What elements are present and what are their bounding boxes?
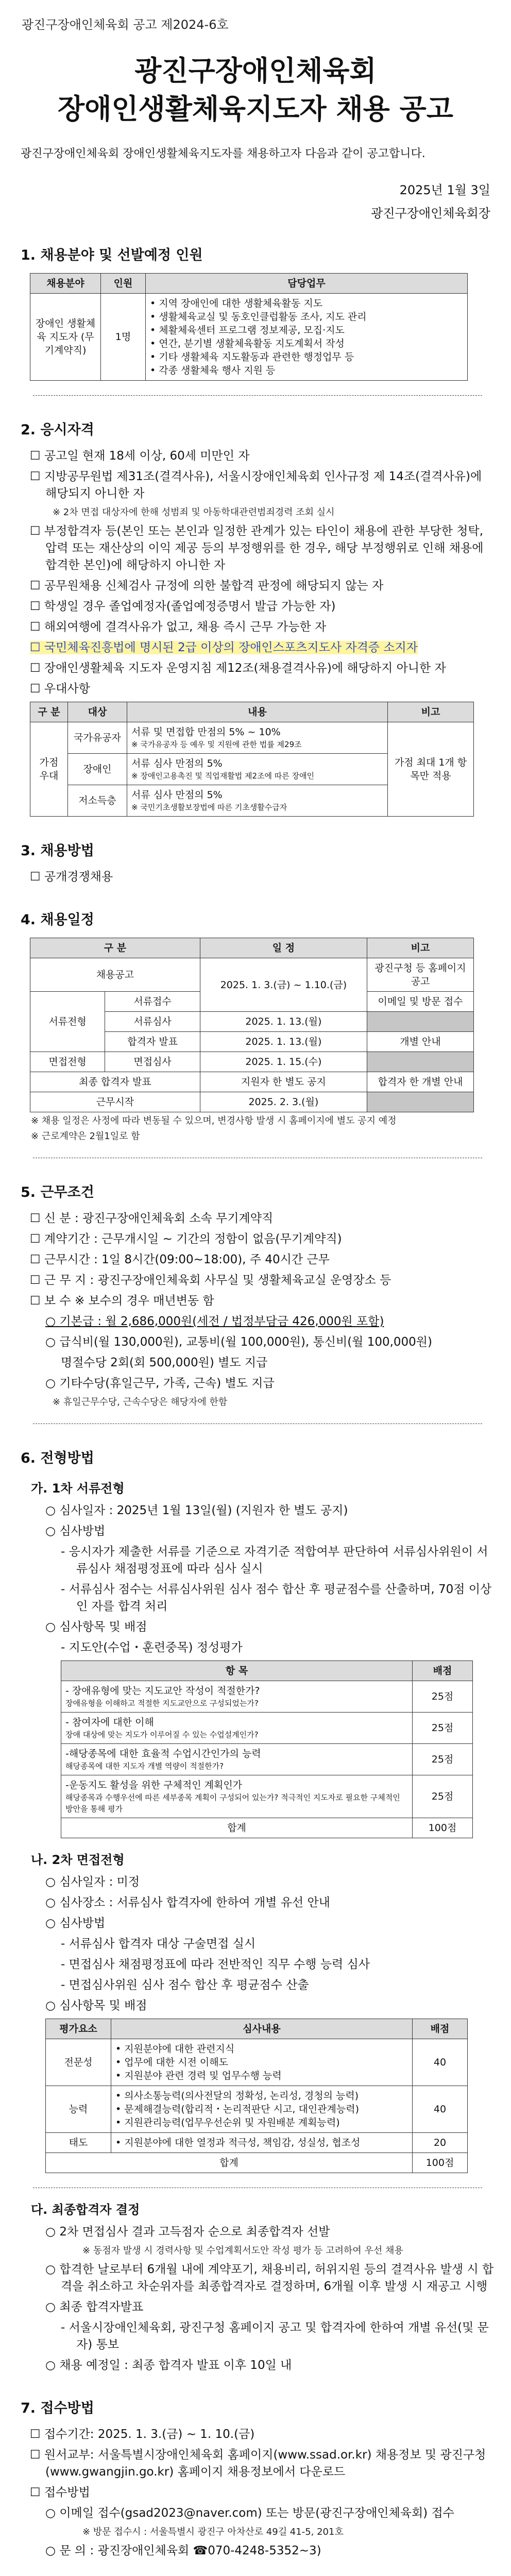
factor-line: • 의사소통능력(의사전달의 정확성, 논리성, 경청의 능력) <box>115 2090 359 2102</box>
method-item: ☐ 공개경쟁채용 <box>30 870 113 884</box>
section-7-title: 7. 접수방법 <box>21 2400 94 2416</box>
pref-target: 장애인 <box>68 754 127 785</box>
schedule-substage: 서류접수 <box>105 992 200 1012</box>
schedule-stage: 근무시작 <box>30 1092 200 1112</box>
score-total-label: 합계 <box>61 1818 413 1838</box>
pref-content-sub: ※ 장애인고용촉진 및 직업재활법 제2조에 따른 장애인 <box>131 771 315 781</box>
duty-item: • 생활체육교실 및 동호인클럽활동 조사, 지도 관리 <box>150 311 367 323</box>
divider <box>33 395 482 396</box>
pref-content-main: 서류 심사 만점의 5% <box>131 758 223 769</box>
eligibility-item: ☐ 지방공무원법 제31조(결격사유), 서울시장애인체육회 인사규정 제 14조(결격사유)에 해당되지 아니한 자 <box>30 470 482 500</box>
pref-content-sub: ※ 국민기초생활보장법에 따른 기초생활수급자 <box>131 803 287 812</box>
schedule-note-empty <box>367 1092 474 1112</box>
apply-item: ☐ 원서교부: 서울특별시장애인체육회 홈페이지(www.ssad.or.kr) 채용정보 및 광진구청(www.gwangjin.go.kr) 홈페이지 채용정보에서 다운로드 <box>30 2448 486 2479</box>
pay-item: 명절수당 2회(회 500,000원) 별도 지급 <box>61 1356 268 1369</box>
apply-item: ○ 이메일 접수(gsad2023@naver.com) 또는 방문(광진구장애인체육회) 접수 <box>45 2506 454 2520</box>
duty-item: • 기타 생활체육 지도활동과 관련한 행정업무 등 <box>150 351 354 363</box>
th-target: 대상 <box>68 702 127 722</box>
pref-content-sub: ※ 국가유공자 등 예우 및 지원에 관한 법률 제29조 <box>131 740 302 749</box>
eligibility-item: ☐ 공무원채용 신체검사 규정에 의한 불합격 판정에 해당되지 않는 자 <box>30 579 384 592</box>
factor-content <box>111 2039 413 2086</box>
th-stage: 구 분 <box>30 938 200 958</box>
factor-line: • 지원분야에 대한 열정과 적극성, 책임감, 성실성, 협조성 <box>115 2137 361 2148</box>
stage-1-item: - 응시자가 제출한 서류를 기준으로 자격기준 적합여부 판단하여 서류심사위원이 서류심사 채점평정표에 따라 심사 실시 <box>61 1545 488 1575</box>
final-item: ○ 합격한 날로부터 6개월 내에 계약포기, 채용비리, 허위지원 등의 결격사유 발생 시 합격을 취소하고 차순위자를 최종합격자로 결정하며, 6개월 이후 발생 시 재공고 시행 <box>45 2263 494 2293</box>
factor-name: 전문성 <box>46 2039 111 2086</box>
schedule-substage: 면접심사 <box>105 1052 200 1072</box>
stage-1-item: ○ 심사일자 : 2025년 1월 13일(월) (지원자 한 별도 공지) <box>45 1504 348 1517</box>
th-field: 채용분야 <box>30 274 101 294</box>
schedule-note: 이메일 및 방문 접수 <box>367 992 474 1012</box>
pref-content <box>127 722 388 754</box>
apply-item: ☐ 접수방법 <box>30 2486 90 2499</box>
th-item: 항 목 <box>61 1661 413 1681</box>
schedule-note: 광진구청 등 홈페이지 공고 <box>367 958 474 992</box>
eligibility-item: ☐ 학생일 경우 졸업예정자(졸업예정증명서 발급 가능한 자) <box>30 600 336 613</box>
section-2-title: 2. 응시자격 <box>21 422 94 438</box>
eligibility-item: ☐ 우대사항 <box>30 682 90 696</box>
stage-2-item: ○ 심사일자 : 미정 <box>45 1875 140 1889</box>
title-org: 광진구장애인체육회 <box>134 55 377 87</box>
factor-total-label: 합계 <box>46 2153 413 2173</box>
intro-text: 광진구장애인체육회 장애인생활체육지도자를 채용하고자 다음과 같이 공고합니다. <box>21 147 425 160</box>
score-item-sub: 장애 대상에 맞는 지도가 이루어질 수 있는 수업설계인가? <box>65 1730 259 1739</box>
stage-2-item: ○ 심사장소 : 서류심사 합격자에 한하여 개별 유선 안내 <box>45 1896 330 1909</box>
pref-group: 가점 우대 <box>30 722 68 817</box>
recruit-table <box>30 273 468 381</box>
score-item-main: - 참여자에 대한 이해 <box>65 1717 154 1728</box>
final-item: ○ 최종 합격자발표 <box>45 2300 144 2314</box>
announcement-number: 광진구장애인체육회 공고 제2024-6호 <box>22 18 229 32</box>
section-6-title: 6. 전형방법 <box>21 1450 94 1466</box>
apply-item: ○ 문 의 : 광진장애인체육회 ☎070-4248-5352~3) <box>45 2544 321 2557</box>
schedule-stage: 최종 합격자 발표 <box>30 1072 200 1092</box>
schedule-substage: 서류심사 <box>105 1012 200 1032</box>
pay-note: ※ 휴일근무수당, 근속수당은 해당자에 한함 <box>53 1397 228 1408</box>
eligibility-highlight <box>15 639 496 656</box>
preference-table <box>30 702 474 817</box>
stage-1-title: 가. 1차 서류전형 <box>31 1481 125 1496</box>
score-item-main: - 장애유형에 맞는 지도교안 작성이 적절한가? <box>65 1685 260 1697</box>
th-score: 배점 <box>413 1661 473 1681</box>
th-remark: 비고 <box>388 702 474 722</box>
stage-2-item: - 면접심사 채점평정표에 따라 전반적인 직무 수행 능력 심사 <box>61 1958 370 1971</box>
score-item-sub: 장애유형을 이해하고 적절한 지도교안으로 구성되었는가? <box>65 1699 259 1708</box>
factor-name: 능력 <box>46 2086 111 2133</box>
th-score: 배점 <box>413 2019 468 2039</box>
condition-item: ☐ 보 수 ※ 보수의 경우 매년변동 함 <box>30 1294 214 1308</box>
stage-3-title: 다. 최종합격자 결정 <box>31 2202 140 2217</box>
schedule-note-text: ※ 근로계약은 2월1일로 함 <box>31 1131 140 1142</box>
duty-item: • 지역 장애인에 대한 생활체육활동 지도 <box>150 298 323 309</box>
condition-item: ☐ 근무시간 : 1일 8시간(09:00~18:00), 주 40시간 근무 <box>30 1253 330 1266</box>
schedule-note-empty <box>367 1012 474 1032</box>
score-value: 25점 <box>413 1681 473 1713</box>
apply-note: ※ 방문 접수시 : 서울특별시 광진구 아차산로 49길 41-5, 201호 <box>82 2527 344 2537</box>
pref-content <box>127 754 388 785</box>
pay-item: ○ 급식비(월 130,000원), 교통비(월 100,000원), 통신비(월 100,000원) <box>45 1335 432 1349</box>
th-duties: 담당업무 <box>146 274 468 294</box>
schedule-stage: 서류전형 <box>30 992 105 1052</box>
factor-total-value: 100점 <box>413 2153 468 2173</box>
eligibility-item: ☐ 해외여행에 결격사유가 없고, 채용 즉시 근무 가능한 자 <box>30 620 327 634</box>
duty-item: • 각종 생활체육 행사 지원 등 <box>150 365 276 376</box>
pref-target: 국가유공자 <box>68 722 127 754</box>
th-content: 심사내용 <box>111 2019 413 2039</box>
pref-content-main: 서류 및 면접합 만점의 5% ~ 10% <box>131 726 281 738</box>
final-item: ○ 채용 예정일 : 최종 합격자 발표 이후 10일 내 <box>45 2359 292 2372</box>
pay-item <box>15 1313 496 1330</box>
final-item: - 서울시장애인체육회, 광진구청 홈페이지 공고 및 합격자에 한하여 개별 유선(및 문자) 통보 <box>61 2321 489 2351</box>
score-item <box>61 1775 413 1818</box>
score-value: 25점 <box>413 1713 473 1744</box>
factor-line: • 업무에 대한 시전 이해도 <box>115 2057 228 2068</box>
pref-target: 저소득층 <box>68 785 127 817</box>
th-count: 인원 <box>101 274 146 294</box>
th-factor: 평가요소 <box>46 2019 111 2039</box>
apply-item: ☐ 접수기간: 2025. 1. 3.(금) ~ 1. 10.(금) <box>30 2428 255 2441</box>
schedule-date: 2025. 1. 13.(월) <box>200 1032 367 1052</box>
score-item <box>61 1681 413 1713</box>
section-4-title: 4. 채용일정 <box>21 912 94 928</box>
factor-line: • 지원관리능력(업무우선순위 및 자원배분 계획능력) <box>115 2117 340 2128</box>
schedule-note-text: ※ 채용 일정은 사정에 따라 변동될 수 있으며, 변경사항 발생 시 홈페이지에 별도 공지 예정 <box>31 1115 397 1126</box>
pay-text: ○ 기본급 : 월 2,686,000원(세전 / 법정부담금 426,000원 포함) <box>45 1315 384 1328</box>
schedule-substage: 합격자 발표 <box>105 1032 200 1052</box>
condition-item: ☐ 근 무 지 : 광진구장애인체육회 사무실 및 생활체육교실 운영장소 등 <box>30 1274 391 1287</box>
score-item <box>61 1744 413 1775</box>
recruit-duties <box>146 294 468 381</box>
announcement-date: 2025년 1월 3일 <box>399 183 490 197</box>
pay-item: ○ 기타수당(휴일근무, 가족, 근속) 별도 지급 <box>45 1377 275 1390</box>
eligibility-item: ☐ 공고일 현재 18세 이상, 60세 미만인 자 <box>30 449 250 463</box>
eligibility-item: ☐ 장애인생활체육 지도자 운영지침 제12조(채용결격사유)에 해당하지 아니한 자 <box>30 662 446 675</box>
score-item-sub: 해당종목과 수행우선에 따른 세부종목 계획이 구성되어 있는가? 적극적인 지도자로 필요한 구체적인 방안을 통해 평가 <box>65 1793 400 1814</box>
factor-score: 40 <box>413 2039 468 2086</box>
th-content: 내용 <box>127 702 388 722</box>
divider <box>33 1423 482 1424</box>
stage-1-item: - 지도안(수업・훈련중목) 정성평가 <box>61 1641 243 1654</box>
factor-name: 태도 <box>46 2133 111 2153</box>
schedule-date: 2025. 1. 15.(수) <box>200 1052 367 1072</box>
stage-2-item: ○ 심사방법 <box>45 1917 106 1930</box>
interview-score-table <box>45 2019 468 2173</box>
stage-2-item: - 면접심사위원 심사 점수 합산 후 평균점수 산출 <box>61 1978 309 1992</box>
factor-line: • 지원분야에 대한 관련지식 <box>115 2043 235 2055</box>
stage-2-item: - 서류심사 합격자 대상 구술면접 실시 <box>61 1937 256 1951</box>
factor-content <box>111 2086 413 2133</box>
announcement-document <box>15 14 496 2563</box>
duty-item: • 체활체육센터 프로그램 정보제공, 모집·지도 <box>150 325 345 336</box>
score-item-main: -해당종목에 대한 효율적 수업시간인가의 능력 <box>65 1748 261 1759</box>
stage-1-item: ○ 심사방법 <box>45 1524 106 1538</box>
score-item-sub: 해당종목에 대한 지도자 개별 역량이 적절한가? <box>65 1761 224 1771</box>
stage-2-item: ○ 심사항목 및 배점 <box>45 1999 147 2012</box>
eligibility-item: ☐ 부정합격자 등(본인 또는 본인과 일정한 관계가 있는 타인이 채용에 관한 부당한 청탁, 압력 또는 재산상의 이익 제공 등의 부정행위를 한 경우, 해당 부정행위로 인해 채용에 합격한 본인)에 해당하지 아니한 자 <box>30 524 484 572</box>
stage-1-item: ○ 심사항목 및 배점 <box>45 1620 147 1634</box>
title-main: 장애인생활체육지도자 채용 공고 <box>58 93 453 125</box>
schedule-note-empty <box>367 1052 474 1072</box>
condition-item: ☐ 신 분 : 광진구장애인체육회 소속 무기계약직 <box>30 1212 274 1225</box>
schedule-note: 개별 안내 <box>367 1032 474 1052</box>
document-score-table <box>61 1660 473 1838</box>
condition-item: ☐ 계약기간 : 근무개시일 ~ 기간의 정함이 없음(무기계약직) <box>30 1232 342 1246</box>
th-schedule: 일 정 <box>200 938 367 958</box>
section-3-title: 3. 채용방법 <box>21 843 94 859</box>
duty-item: • 연간, 분기별 생활체육활동 지도계획서 작성 <box>150 338 345 349</box>
issuer: 광진구장애인체육회장 <box>371 206 490 221</box>
factor-line: • 지원분야 관련 경력 및 업무수행 능력 <box>115 2070 282 2081</box>
schedule-table <box>30 938 474 1112</box>
score-value: 25점 <box>413 1775 473 1818</box>
score-item <box>61 1713 413 1744</box>
recruit-field: 장애인 생활체육 지도자 (무기계약직) <box>30 294 101 381</box>
final-item: ○ 2차 면접심사 결과 고득점자 순으로 최종합격자 선발 <box>45 2225 330 2239</box>
stage-2-title: 나. 2차 면접전형 <box>31 1853 125 1867</box>
th-note: 비고 <box>367 938 474 958</box>
factor-line: • 문제해결능력(합리적・논리적판단 시고, 대인관계능력) <box>115 2104 359 2115</box>
score-total-value: 100점 <box>413 1818 473 1838</box>
pref-content-main: 서류 심사 만점의 5% <box>131 789 223 801</box>
schedule-stage: 채용공고 <box>30 958 200 992</box>
schedule-date: 2025. 2. 3.(월) <box>200 1092 367 1112</box>
schedule-note: 합격자 한 개별 안내 <box>367 1072 474 1092</box>
factor-content <box>111 2133 413 2153</box>
score-item-main: -운동지도 활성을 위한 구체적인 계획인가 <box>65 1780 243 1791</box>
eligibility-note: ※ 2차 면접 대상자에 한해 성범죄 및 아동학대관련범죄경력 조회 실시 <box>53 507 335 518</box>
highlighted-text: ☐ 국민체육진흥법에 명시된 2급 이상의 장애인스포츠지도사 자격증 소지자 <box>30 641 418 654</box>
schedule-date: 2025. 1. 13.(월) <box>200 1012 367 1032</box>
final-note: ※ 동점자 발생 시 경력사항 및 수업계획서도안 작성 평가 등 고려하여 우선 채용 <box>82 2245 403 2256</box>
score-value: 25점 <box>413 1744 473 1775</box>
stage-1-item: - 서류심사 점수는 서류심사위원 심사 점수 합산 후 평균점수를 산출하며, 70점 이상인 자를 합격 처리 <box>61 1583 492 1613</box>
schedule-stage: 면접전형 <box>30 1052 105 1072</box>
pref-remark: 가점 최대 1개 항목만 적용 <box>388 722 474 817</box>
section-5-title: 5. 근무조건 <box>21 1184 94 1200</box>
th-category: 구 분 <box>30 702 68 722</box>
factor-score: 20 <box>413 2133 468 2153</box>
factor-score: 40 <box>413 2086 468 2133</box>
pref-content <box>127 785 388 817</box>
section-1-title: 1. 채용분야 및 선발예정 인원 <box>21 247 203 263</box>
schedule-date: 2025. 1. 3.(금) ~ 1.10.(금) <box>200 958 367 1012</box>
recruit-count: 1명 <box>101 294 146 381</box>
schedule-date: 지원자 한 별도 공지 <box>200 1072 367 1092</box>
